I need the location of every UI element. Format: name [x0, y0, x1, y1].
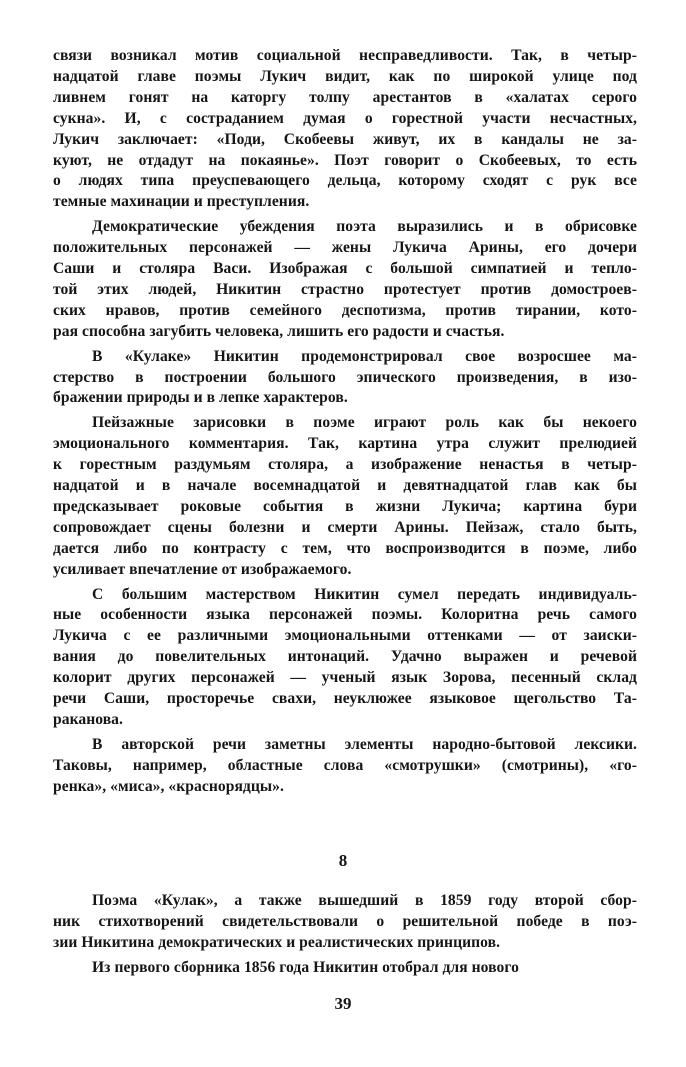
- text-line: В авторской речи заметны элементы народно-бытовой лексики.: [92, 735, 637, 753]
- text-line: В «Кулаке» Никитин продемонстрировал свое возросшее ма-: [92, 347, 637, 365]
- text-line: усиливает впечатление от изображаемого.: [53, 560, 352, 578]
- page-number: 39: [334, 994, 352, 1013]
- text-line: Лукича с ее различными эмоциональными оттенками — от заиски-: [53, 627, 637, 645]
- text-line: Пейзажные зарисовки в поэме играют роль как бы некоего: [92, 414, 637, 432]
- text-line: стерство в построении большого эпического произведения, в изо-: [53, 368, 637, 386]
- text-line: дается либо по контрасту с тем, что воспроизводится в поэме, либо: [53, 539, 637, 557]
- text-line: ренка», «миса», «краснорядцы».: [53, 777, 284, 795]
- section-number: 8: [338, 851, 348, 870]
- text-line: бражении природы и в лепке характеров.: [53, 389, 348, 407]
- text-line: надцатой и в начале восемнадцатой и девятнадцатой глав как бы: [53, 477, 637, 494]
- text-line: С большим мастерством Никитин сумел передать индивидуаль-: [92, 585, 637, 603]
- text-line: колорит других персонажей — ученый язык Зорова, песенный склад: [53, 669, 637, 687]
- text-line: связи возникал мотив социальной несправедливости. Так, в четыр-: [53, 47, 637, 64]
- text-line: вания до повелительных интонаций. Удачно выражен и речевой: [53, 648, 637, 666]
- text-line: рая способна загубить человека, лишить его радости и счастья.: [53, 322, 505, 340]
- text-line: ских нравов, против семейного деспотизма, против тирании, кото-: [53, 301, 637, 319]
- text-line: Из первого сборника 1856 года Никитин отобрал для нового: [92, 958, 519, 976]
- text-line: зии Никитина демократических и реалистических принципов.: [53, 933, 501, 951]
- text-line: сукна». И, с состраданием думая о горестной участи несчастных,: [53, 109, 637, 127]
- text-line: предсказывает роковые события в жизни Лукича; картина бури: [53, 497, 637, 515]
- text-line: куют, не отдадут на покаянье». Поэт говорит о Скобеевых, то есть: [53, 151, 637, 169]
- text-line: речи Саши, просторечье свахи, неуклюжее языковое щегольство Та-: [53, 690, 637, 707]
- text-line: ник стихотворений свидетельствовали о решительной победе в поэ-: [53, 912, 637, 930]
- text-line: Саши и столяра Васи. Изображая с большой симпатией и тепло-: [53, 260, 637, 277]
- text-line: ливнем гонят на каторгу толпу арестантов в «халатах серого: [53, 88, 637, 106]
- text-line: сопровождает сцены болезни и смерти Арины. Пейзаж, стало быть,: [53, 518, 637, 536]
- text-line: Поэма «Кулак», а также вышедший в 1859 году второй сбор-: [92, 892, 637, 909]
- text-line: к горестным раздумьям столяра, а изображение ненастья в четыр-: [53, 456, 637, 474]
- text-line: надцатой главе поэмы Лукич видит, как по широкой улице под: [53, 67, 637, 85]
- text-line: ные особенности языка персонажей поэмы. Колоритна речь самого: [53, 606, 637, 624]
- text-line: Лукич заключает: «Поди, Скобеевы живут, их в кандалы не за-: [53, 130, 637, 148]
- text-line: той этих людей, Никитин страстно протестует против домостроев-: [53, 280, 637, 298]
- text-line: положительных персонажей — жены Лукича Арины, его дочери: [53, 239, 637, 257]
- text-line: раканова.: [53, 710, 123, 728]
- text-line: о людях типа преуспевающего дельца, которому сходят с рук все: [53, 172, 637, 190]
- text-line: эмоционального комментария. Так, картина утра служит прелюдией: [53, 435, 637, 453]
- text-line: Таковы, например, областные слова «смотрушки» (смотрины), «го-: [53, 756, 637, 774]
- text-line: темные махинации и преступления.: [53, 193, 310, 211]
- text-line: Демократические убеждения поэта выразились и в обрисовке: [92, 218, 637, 236]
